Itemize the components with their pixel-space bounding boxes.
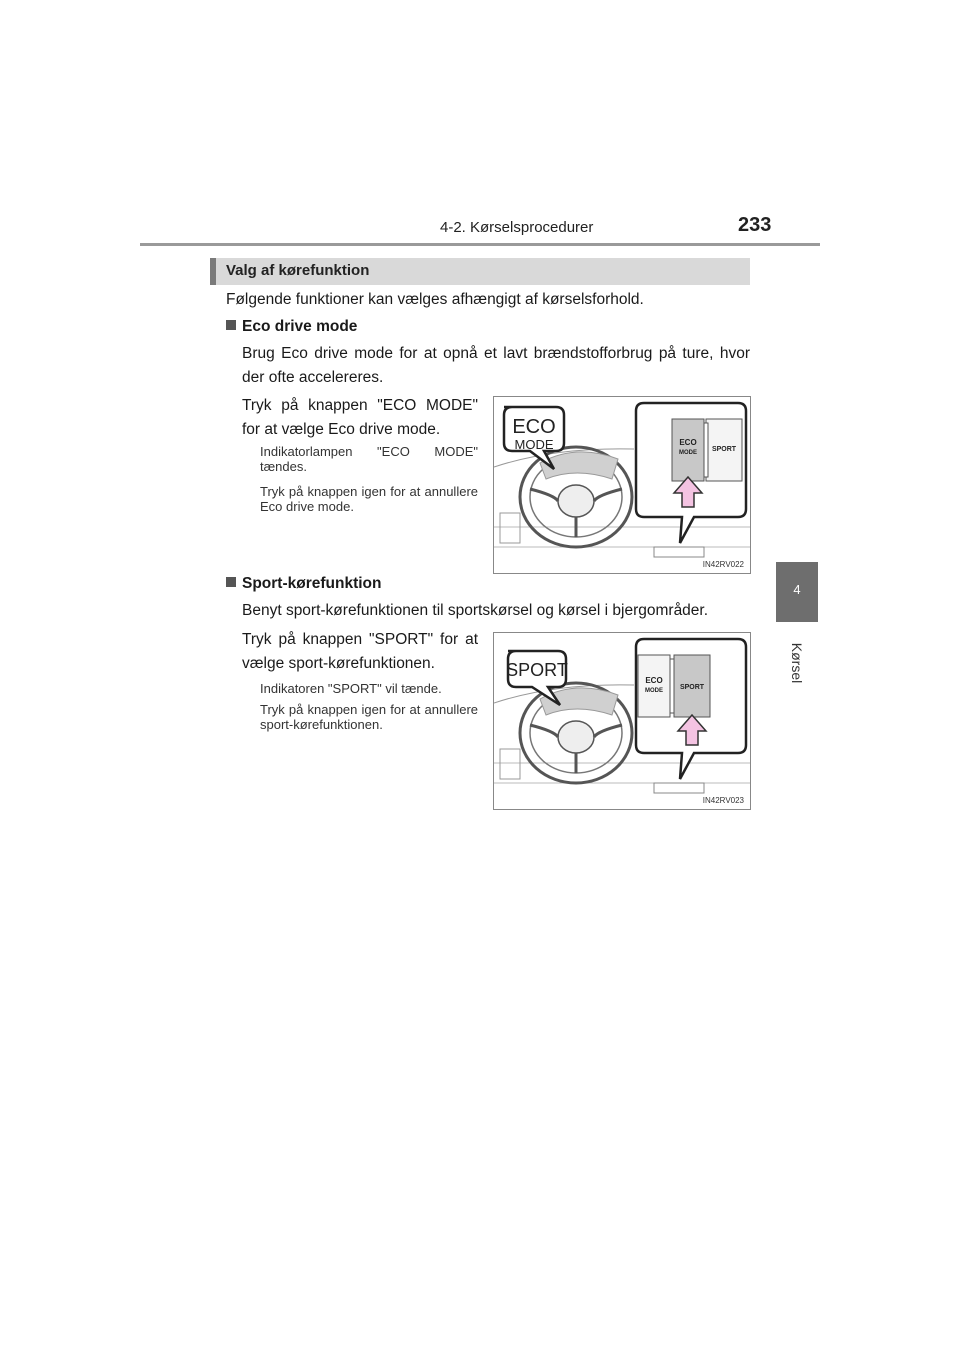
sport-illustration [493, 632, 751, 810]
section-accent [210, 258, 216, 285]
sport-dashboard-drawing [494, 633, 750, 809]
eco-button-label-2: MODE [679, 450, 697, 456]
sport-instruction: Tryk på knappen "SPORT" for at vælge sport-kørefunktionen. [242, 631, 478, 672]
eco-button-label-2: MODE [645, 688, 663, 694]
eco-note-2: Tryk på knappen igen for at annullere Eco drive mode. [260, 484, 478, 514]
eco-callout-line1: ECO [512, 416, 556, 438]
sport-callout: SPORT [506, 660, 568, 680]
running-header-section: 4-2. Kørselsprocedurer [440, 219, 594, 236]
eco-instruction: Tryk på knappen "ECO MODE" for at vælge Eco drive mode. [242, 397, 478, 438]
chapter-label [776, 628, 818, 698]
eco-callout-line2: MODE [514, 437, 554, 452]
eco-note-1: Indikatorlampen "ECO MODE" tændes. [260, 444, 478, 474]
eco-button-label-1: ECO [645, 676, 663, 685]
eco-illustration [493, 396, 751, 574]
square-bullet-icon [226, 320, 236, 330]
eco-heading [226, 318, 357, 336]
eco-heading-text: Eco drive mode [242, 318, 358, 335]
eco-button-label-1: ECO [679, 438, 697, 447]
section-title-bar [210, 258, 750, 285]
sport-heading-text: Sport-kørefunktion [242, 575, 382, 592]
sport-note-1: Indikatoren "SPORT" vil tænde. [260, 681, 442, 696]
eco-figure-code: IN42RV022 [702, 560, 744, 569]
chapter-tab: 4 [776, 562, 818, 622]
sport-button-label: SPORT [711, 446, 737, 453]
sport-figure-code: IN42RV023 [702, 796, 744, 805]
sport-button-label: SPORT [679, 684, 705, 691]
sport-note-2: Tryk på knappen igen for at annullere sport-kørefunktionen. [260, 702, 478, 732]
eco-dashboard-drawing [494, 397, 750, 573]
sport-description: Benyt sport-kørefunktionen til sportskørsel og kørsel i bjergområder. [242, 602, 709, 619]
eco-description: Brug Eco drive mode for at opnå et lavt brændstofforbrug på ture, hvor der ofte accelereres. [242, 345, 750, 386]
section-intro: Følgende funktioner kan vælges afhængigt af kørselsforhold. [226, 291, 644, 308]
header-divider [140, 243, 820, 246]
chapter-title: Kørsel [789, 642, 805, 684]
sport-heading [226, 575, 382, 593]
section-title: Valg af kørefunktion [226, 262, 370, 279]
page-number: 233 [738, 214, 772, 236]
square-bullet-icon [226, 577, 236, 587]
